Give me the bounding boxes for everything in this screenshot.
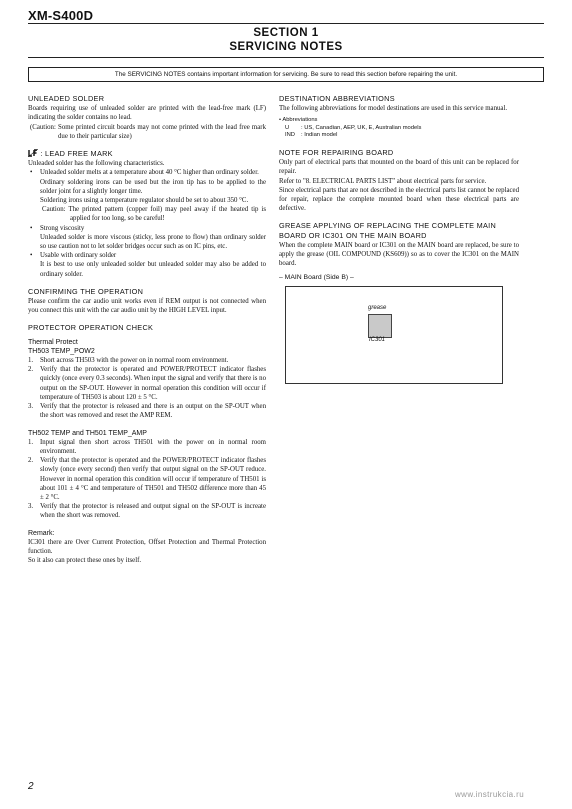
th503-steps: [28, 356, 266, 420]
list-item-text: • Unleaded solder melts at a temperature about 40 °C higher than ordinary solder.: [40, 169, 259, 177]
lead-free-mark-icon: [28, 149, 38, 157]
list-item-text: Verify that the protector is operated and POWER/PROTECT indicator flashes quickly (once every 0.3 seconds). When input the signal and verify that there is no output on the SP-OUT. However in normal operation this condition will occur if temperature of TH503 is about 120 ± 5 °C.: [40, 366, 266, 401]
th502-group-title: TH502 TEMP and TH501 TEMP_AMP: [28, 429, 147, 437]
list-item-text: • Usable with ordinary solder: [40, 252, 117, 260]
section-heading: [0, 26, 572, 54]
list-item-text: Soldering irons using a temperature regulator should be set to about 350 °C.: [40, 197, 249, 205]
list-item: [28, 224, 266, 252]
list-item-text: • Strong viscosity: [40, 224, 85, 232]
section-number: SECTION 1: [253, 27, 319, 39]
repairing-board-p2: Refer to "8. ELECTRICAL PARTS LIST" about electrical parts for service.: [279, 177, 487, 185]
left-column: [28, 94, 266, 565]
list-item-caution: Caution: The printed pattern (copper foil) may peel away if the heated tip is applied for too long, so be careful!: [42, 206, 266, 223]
repairing-board-p3: Since electrical parts that are not described in the electrical parts list cannot be replaced for repair, replace the complete mounted board when these electrical parts are defective.: [279, 186, 519, 213]
abbreviation-row: IND : Indian model: [285, 132, 338, 139]
section-title: SERVICING NOTES: [229, 41, 343, 53]
th502-steps: [28, 438, 266, 521]
list-item: 3. Verify that the protector is released and there is an output on the SP-OUT when the short was removed and reset the AMP REM.: [28, 403, 266, 420]
list-item-text: Verify that the protector is released and output signal on the SP-OUT is increate when the short was removed.: [40, 503, 266, 520]
main-board-title: – MAIN Board (Side B) –: [279, 274, 354, 282]
list-item: 2. Verify that the protector is operated and the POWER/PROTECT indicator flashes slowly (once every second) then verify that output signal on the SP-OUT reduce. However in normal operation this condition will occur if temperature of TH501 is about 101 ± 4 °C and temperature of TH501 and TH502 difference more than 45 ± 2 °C.: [28, 457, 266, 501]
watermark-link[interactable]: www.instrukcia.ru: [455, 790, 525, 799]
repairing-board-p1: Only part of electrical parts that mounted on the board of this unit can be replaced for repair.: [279, 159, 519, 176]
right-column: [279, 94, 519, 384]
abbreviation-title: • Abbreviations: [279, 117, 318, 124]
remark-line-2: So it also can protect these ones by itself.: [28, 557, 142, 565]
destination-heading: DESTINATION ABBREVIATIONS: [279, 94, 395, 103]
grease-body: When the complete MAIN board or IC301 on the MAIN board are replaced, be sure to apply the grease (OIL COMPOUND (KS609)) so as to cover the IC301 on the MAIN board.: [279, 241, 519, 268]
list-item-text: Unleaded solder is more viscous (sticky, less prone to flow) than ordinary solder so use caution not to let solder bridges occur such as on IC pins, etc.: [40, 233, 266, 251]
remark-line-1: IC301 there are Over Current Protection, Offset Protection and Thermal Protection function.: [28, 538, 266, 555]
abbreviation-row: U : US, Canadian, AEP, UK, E, Australian models: [285, 124, 422, 131]
list-item-text: Short across TH503 with the power on in normal room environment.: [40, 357, 229, 365]
unleaded-solder-body: Boards requiring use of unleaded solder are printed with the lead-free mark (LF) indicating the solder contains no lead.: [28, 105, 266, 122]
list-item: 1. Short across TH503 with the power on in normal room environment.: [28, 357, 229, 365]
abbreviation-table: [279, 117, 519, 140]
repairing-board-heading: NOTE FOR REPAIRING BOARD: [279, 147, 394, 157]
lead-free-mark-heading: [28, 149, 266, 158]
title-rule: [28, 57, 544, 58]
list-item: [28, 251, 266, 279]
list-item: 2. Verify that the protector is operated and POWER/PROTECT indicator flashes quickly (once every 0.3 seconds). When input the signal and verify that there is no output on the SP-OUT. However in normal operation this condition will occur if temperature of TH503 is about 120 ± 5 °C.: [28, 366, 266, 401]
list-item-text: Ordinary soldering irons can be used but the iron tip has to be applied to the solder joint for a slightly longer time.: [40, 178, 266, 195]
page-number: 2: [28, 781, 34, 792]
header-rule: [28, 23, 544, 24]
th503-group-title: TH503 TEMP_POW2: [28, 347, 95, 355]
grease-heading: GREASE APPLYING OF REPLACING THE COMPLETE MAIN BOARD OR IC301 ON THE MAIN BOARD: [279, 221, 497, 240]
list-item-text: Verify that the protector is operated and the POWER/PROTECT indicator flashes slowly (once every second) then verify that output signal on the SP-OUT reduce. However in normal operation this condition will occur if temperature of TH501 is about 101 ± 4 °C and temperature of TH501 and TH502 difference more than 45 ± 2 °C.: [40, 457, 266, 501]
ic301-label: IC301: [369, 336, 386, 343]
main-board-diagram: [285, 286, 503, 384]
list-item: 1. Input signal then short across TH501 with the power on in normal room environment.: [28, 438, 266, 455]
list-item: 3. Verify that the protector is released and output signal on the SP-OUT is increate when the short was removed.: [28, 503, 266, 520]
servicing-notice: The SERVICING NOTES contains important information for servicing. Be sure to read this section before repairing the unit.: [28, 67, 544, 82]
thermal-protect-subheading: Thermal Protect: [28, 338, 78, 346]
unleaded-solder-caution: (Caution: Some printed circuit boards may not come printed with the lead free mark due to their particular size): [30, 123, 266, 140]
lead-free-mark-title: : LEAD FREE MARK: [40, 149, 113, 159]
remark-heading: Remark:: [28, 529, 55, 537]
model-number: XM-S400D: [28, 8, 94, 23]
list-item-text: Input signal then short across TH501 with the power on in normal room environment.: [40, 438, 266, 455]
unleaded-solder-heading: UNLEADED SOLDER: [28, 94, 105, 103]
lead-free-characteristics: [28, 168, 266, 278]
list-item-text: Verify that the protector is released and there is an output on the SP-OUT when the short was removed and reset the AMP REM.: [40, 403, 266, 420]
list-item-text: It is best to use only unleaded solder but unleaded solder may also be added to ordinary solder.: [40, 261, 266, 278]
lead-free-intro: Unleaded solder has the following characteristics.: [28, 160, 165, 168]
confirming-operation-body: Please confirm the car audio unit works even if REM output is not connected when you connect this unit with the car audio unit by the HIGH LEVEL input.: [28, 298, 266, 315]
protector-check-heading: PROTECTOR OPERATION CHECK: [28, 323, 154, 333]
list-item: [28, 168, 266, 223]
grease-label: grease: [368, 304, 387, 311]
ic301-chip: [368, 314, 392, 338]
destination-body: The following abbreviations for model destinations are used in this service manual.: [279, 105, 508, 113]
confirming-operation-heading: CONFIRMING THE OPERATION: [28, 286, 144, 296]
